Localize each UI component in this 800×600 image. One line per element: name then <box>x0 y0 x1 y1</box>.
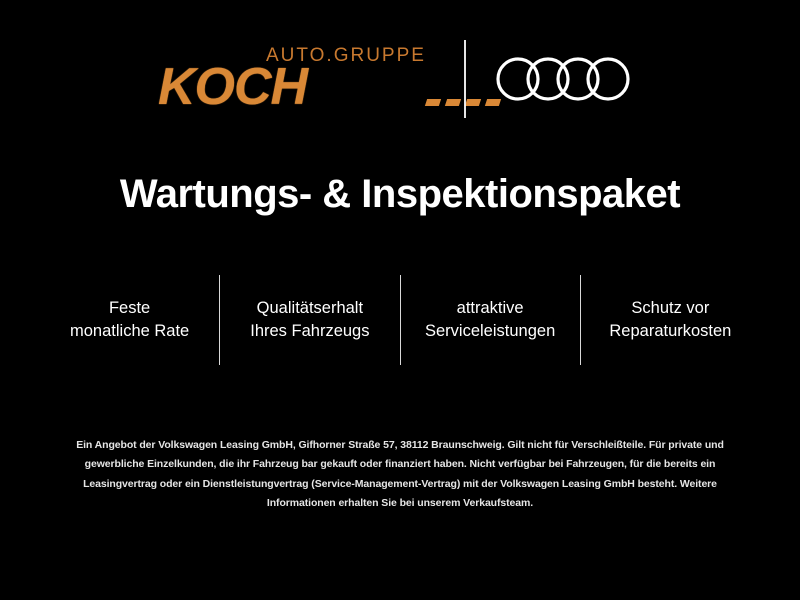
benefit-line-4b: Reparaturkosten <box>609 322 732 340</box>
benefit-item-4 <box>581 275 760 365</box>
auto-gruppe-label: AUTO.GRUPPE <box>266 45 426 66</box>
benefit-line-3a: attraktive <box>456 298 524 317</box>
benefit-item-3 <box>401 275 580 365</box>
benefit-text-4 <box>609 297 731 344</box>
benefit-text-1 <box>70 297 189 344</box>
brand-block <box>158 39 642 119</box>
benefit-separator-2 <box>400 275 401 365</box>
benefit-item-2 <box>220 275 399 365</box>
benefit-text-2 <box>250 297 369 344</box>
logo-band <box>0 34 800 124</box>
benefit-line-3b: Serviceleistungen <box>425 322 556 340</box>
benefit-line-2a: Qualitätserhalt <box>256 298 364 317</box>
benefits-row <box>40 275 760 365</box>
audi-rings-icon <box>492 53 642 105</box>
benefit-line-4a: Schutz vor <box>631 298 710 317</box>
benefit-line-2b: Ihres Fahrzeugs <box>250 322 370 340</box>
logo-divider <box>464 40 466 118</box>
page-title: Wartungs- & Inspektionspaket <box>119 172 681 216</box>
benefit-item-1 <box>40 275 219 365</box>
benefit-separator-1 <box>219 275 220 365</box>
koch-logo <box>158 39 438 119</box>
koch-wordmark: KOCH <box>158 58 308 116</box>
legal-disclaimer: Ein Angebot der Volkswagen Leasing GmbH, Gifhorner Straße 57, 38112 Braunschweig. Gilt nicht für Verschleißteile. Für private und gewerbliche Einzelkunden, die ihr Fahrzeug bar gekauft oder finanziert haben. Nicht verfügbar bei Fahrzeugen, für die bereits ein Leasingvertrag oder ein Dienstleistungvertrag (Service-Management-Vertrag) mit der Volkswagen Leasing GmbH besteht. Weitere Informationen erhalten Sie bei unserem Verkaufsteam. <box>76 439 724 510</box>
benefit-line-1a: Feste <box>108 298 151 317</box>
koch-dashes-decoration <box>426 99 500 106</box>
benefit-separator-3 <box>580 275 581 365</box>
benefit-text-3 <box>425 297 555 344</box>
benefit-line-1b: monatliche Rate <box>70 322 190 340</box>
